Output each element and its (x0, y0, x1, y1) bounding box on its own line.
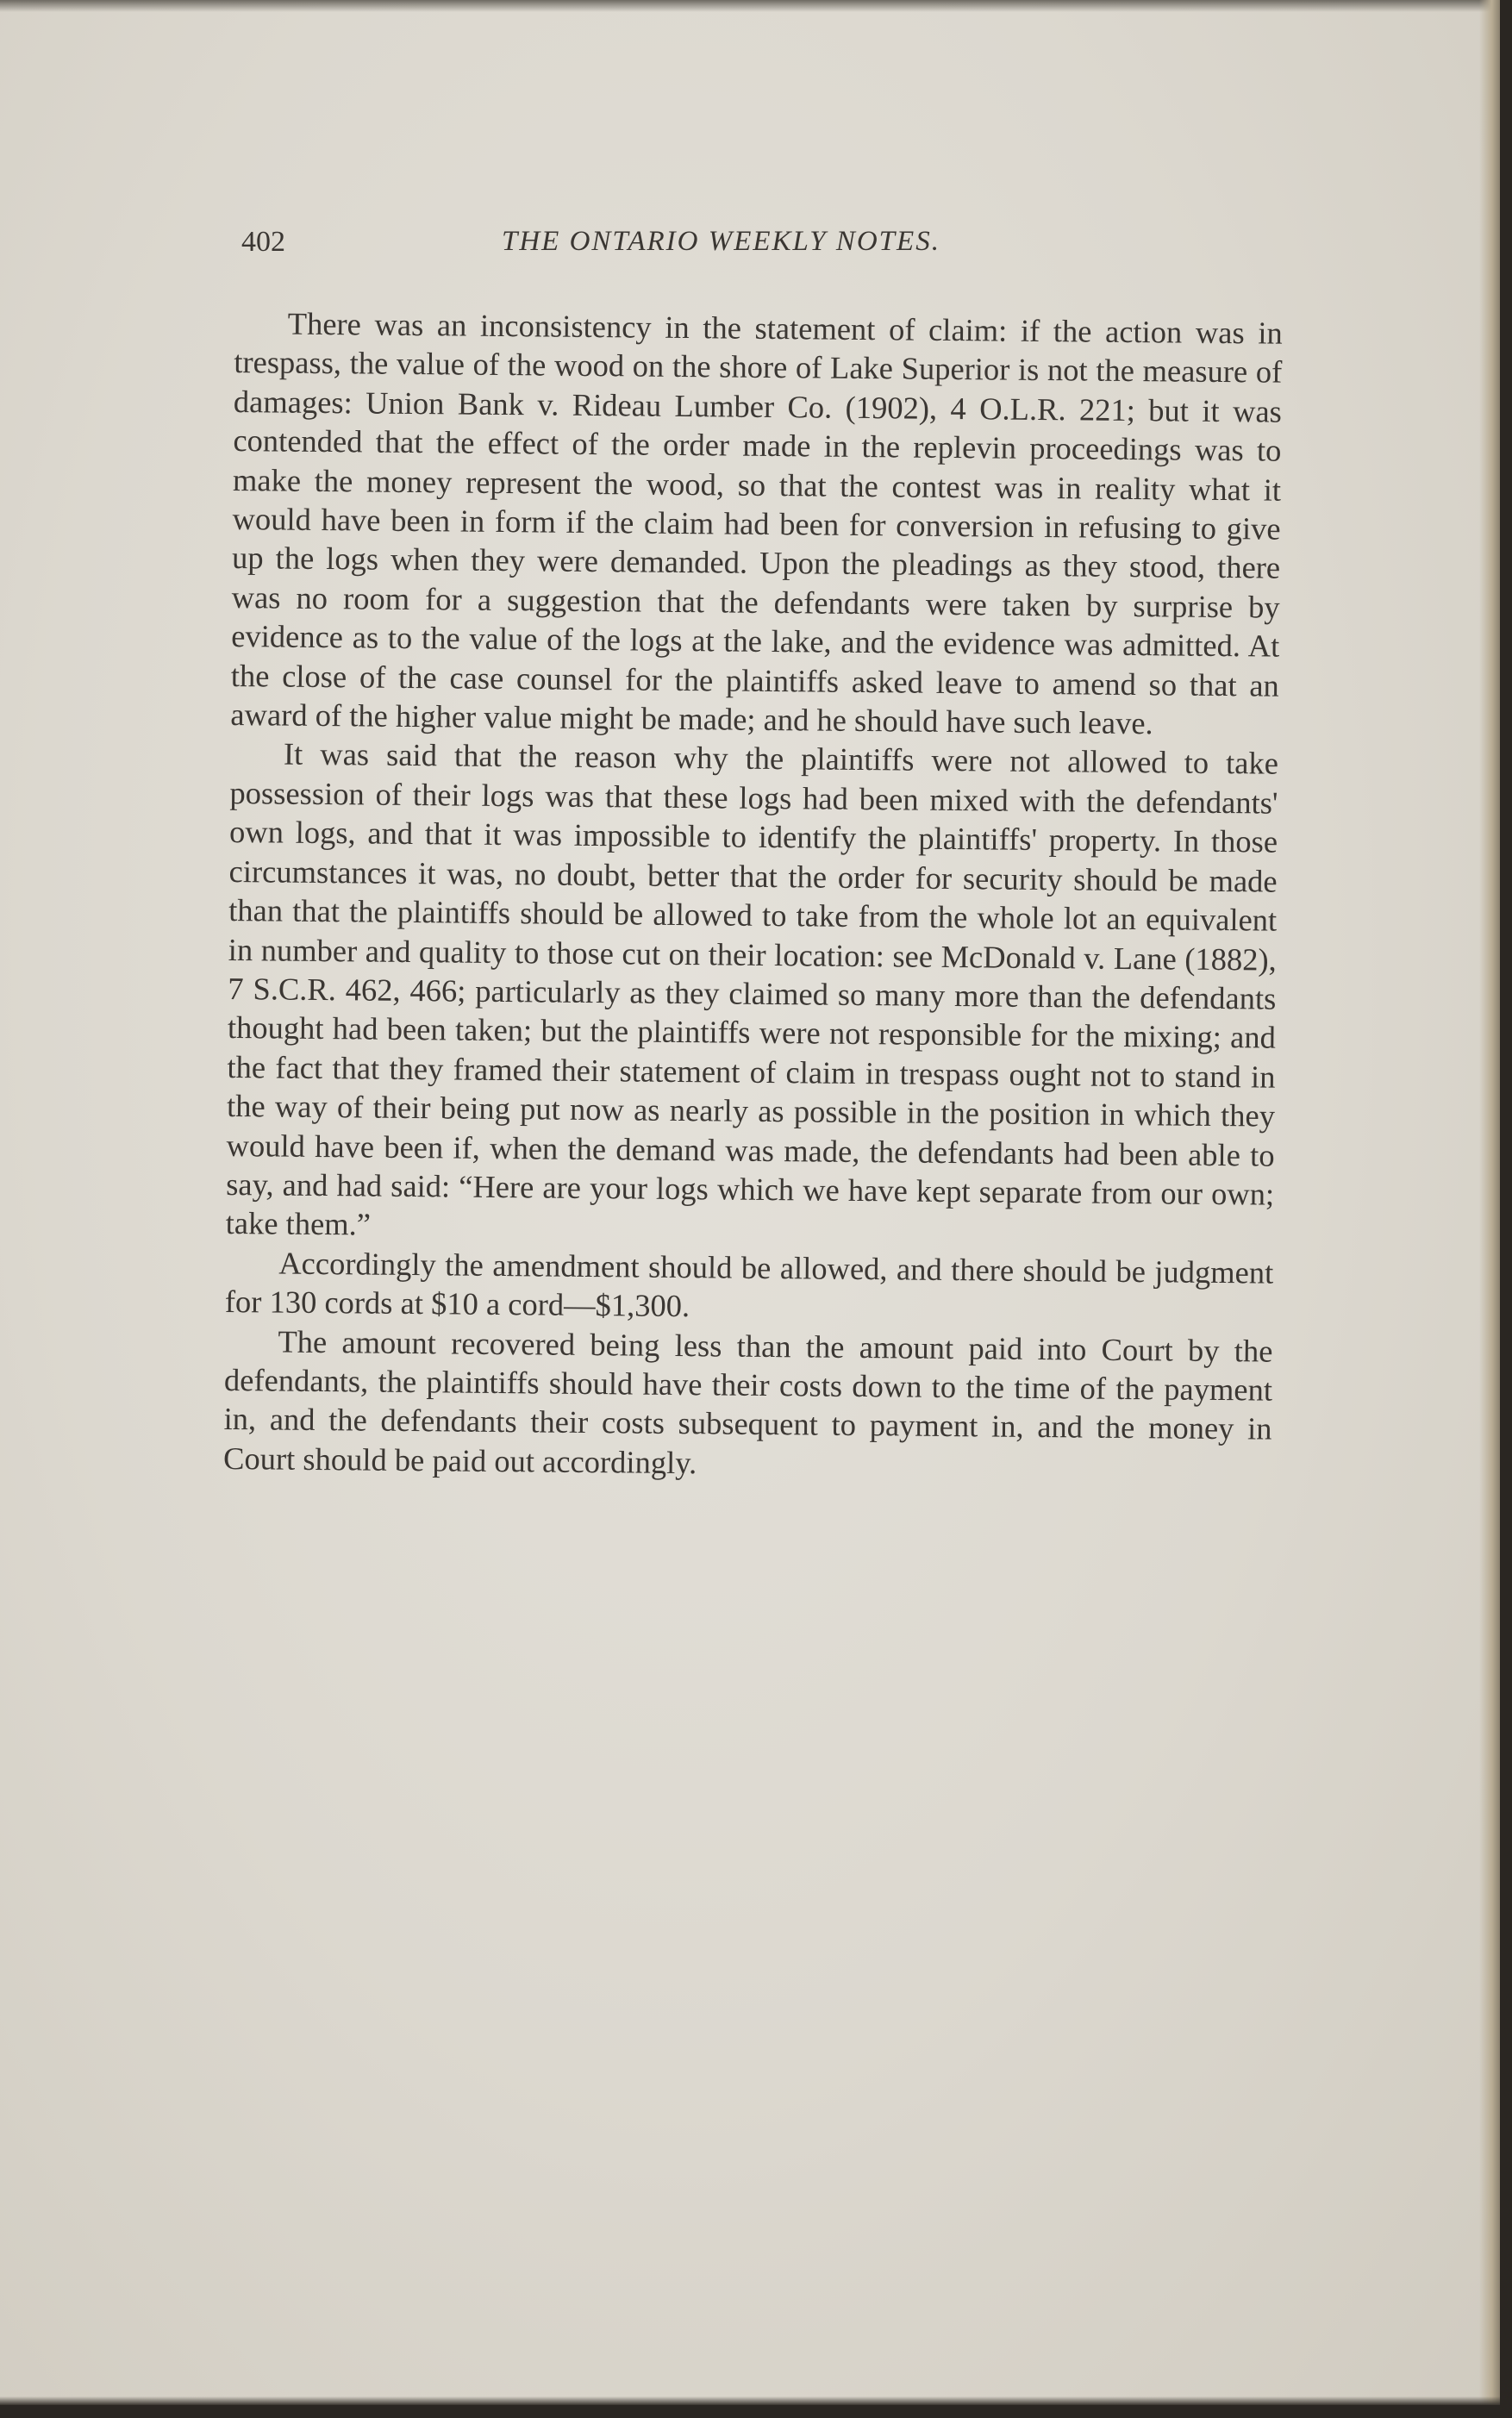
body-text (223, 303, 1283, 1488)
paragraph: There was an inconsistency in the statement of claim: if the action was in trespass, the value of the wood on the shore of Lake Superior is not the measure of damages: Union Bank v. Rideau Lumber Co. (1902), 4 O.L.R. 221; but it was contended that the effect of the order made in the replevin proceedings was to make the money represent the wood, so that the contest was in reality what it would have been in form if the claim had been for conversion in refusing to give up the logs when they were demanded. Upon the pleadings as they stood, there was no room for a suggestion that the defendants were taken by surprise by evidence as to the value of the logs at the lake, and the evidence was admitted. At the close of the case counsel for the plaintiffs asked leave to amend so that an award of the higher value might be made; and he should have such leave. (230, 305, 1283, 741)
page-bottom-edge (0, 2396, 1500, 2405)
paragraph: It was said that the reason why the plaintiffs were not allowed to take possession of their logs was that these logs had been mixed with the defendants' own logs, and that it was impossible to identify the plaintiffs' property. In those circumstances it was, no doubt, better that the order for security should be made than that the plaintiffs should be allowed to take from the whole lot an equivalent in number and quality to those cut on their location: see McDonald v. Lane (1882), 7 S.C.R. 462, 466; particularly as they claimed so many more than the defendants thought had been taken; but the plaintiffs were not responsible for the mixing; and the fact that they framed their statement of claim in trespass ought not to stand in the way of their being put now as nearly as possible in the position in which they would have been if, when the demand was made, the defendants had been able to say, and had said: “Here are your logs which we have kept separate from our own; take them.” (225, 736, 1279, 1242)
page-top-shadow (0, 0, 1500, 12)
paragraph: Accordingly the amendment should be allowed, and there should be judgment for 130 cords at $10 a cord—$1,300. (224, 1245, 1274, 1324)
running-title: THE ONTARIO WEEKLY NOTES. (502, 226, 940, 257)
paragraph: The amount recovered being less than the amount paid into Court by the defendants, the plaintiffs should have their costs down to the time of the payment in, and the defendants their costs subsequent to payment in, and the money in Court should be paid out accordingly. (222, 1323, 1273, 1480)
page-number: 402 (241, 226, 285, 258)
page-header (241, 226, 1034, 269)
page-right-edge (1479, 0, 1500, 2405)
